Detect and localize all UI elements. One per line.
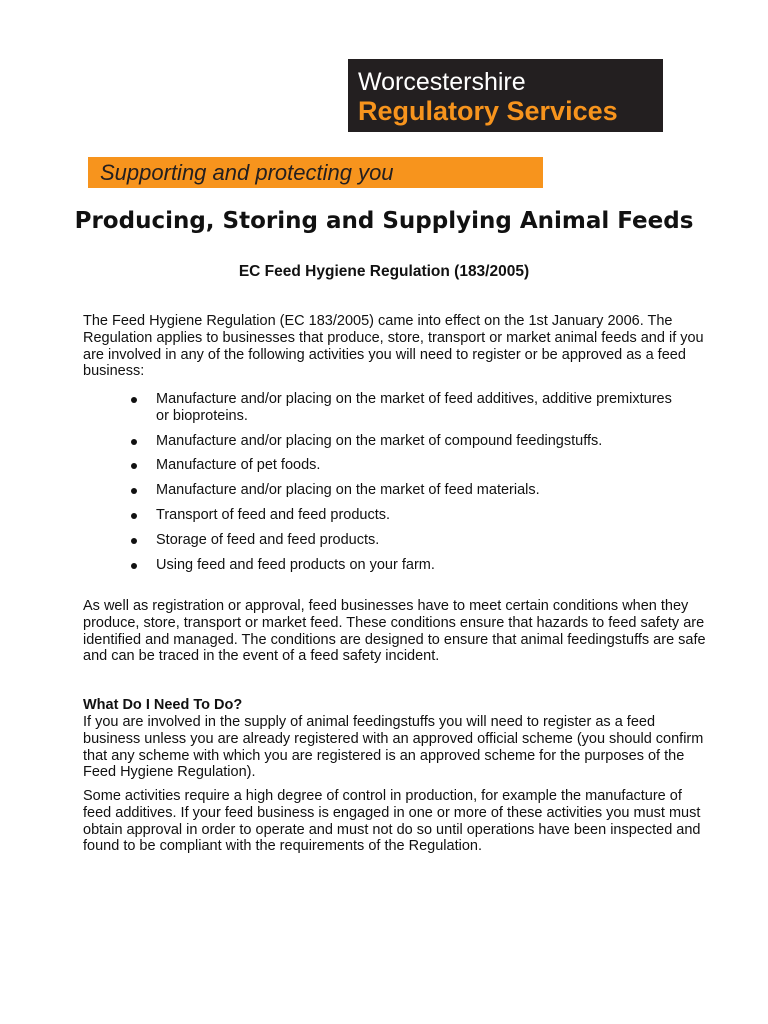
bullet-icon (131, 513, 137, 519)
bullet-icon (131, 563, 137, 569)
list-item-text: Transport of feed and feed products. (156, 506, 391, 523)
org-logo (348, 59, 663, 132)
list-item-text: Storage of feed and feed products. (156, 531, 380, 548)
document-subtitle: EC Feed Hygiene Regulation (183/2005) (238, 263, 530, 280)
list-item (128, 482, 688, 499)
list-item (128, 457, 688, 474)
approval-paragraph: Some activities require a high degree of control in production, for example the manufacture of feed additives. If your feed business is engaged in one or more of these activities you must must obtain approval in order to operate and must not do so until operations have been inspected and found to be compliant with the requirements of the Regulation. (83, 788, 701, 855)
list-item (128, 433, 688, 450)
bullet-icon (131, 538, 137, 544)
list-item (128, 557, 688, 574)
registration-paragraph: If you are involved in the supply of animal feedingstuffs you will need to register as a feed business unless you are already registered with an approved official scheme (you should confirm that any scheme with which you are registered is an approved scheme for the purposes of the Feed Hygiene Regulation). (83, 714, 704, 781)
bullet-icon (131, 463, 137, 469)
intro-paragraph: The Feed Hygiene Regulation (EC 183/2005) came into effect on the 1st January 2006. The Regulation applies to businesses that produce, store, transport or market animal feeds and if you are involved in any of the following activities you will need to register or be approved as a feed business: (83, 313, 704, 380)
bullet-icon (131, 488, 137, 494)
list-item-text: Manufacture of pet foods. (156, 457, 321, 474)
what-do-i-need-heading: What Do I Need To Do? (83, 697, 243, 713)
list-item-text: Manufacture and/or placing on the market of compound feedingstuffs. (156, 432, 603, 449)
list-item (128, 532, 688, 549)
tagline-banner: Supporting and protecting you (88, 157, 543, 188)
list-item-text: Using feed and feed products on your farm. (156, 556, 435, 573)
logo-line-1: Worcestershire (358, 68, 526, 96)
list-item-text: Manufacture and/or placing on the market of feed materials. (156, 482, 540, 499)
logo-line-2: Regulatory Services (358, 96, 618, 126)
list-item (128, 507, 688, 524)
list-item (128, 391, 688, 425)
conditions-paragraph: As well as registration or approval, feed businesses have to meet certain conditions when they produce, store, transport or market feed. These conditions ensure that hazards to feed safety are identified and managed. The conditions are designed to ensure that animal feedingstuffs are safe and can be traced in the event of a feed safety incident. (83, 598, 706, 665)
list-item-text: Manufacture and/or placing on the market of feed additives, additive premixtures or bioproteins. (156, 391, 672, 424)
bullet-icon (131, 397, 137, 403)
bullet-icon (131, 439, 137, 445)
activities-list (128, 391, 688, 573)
document-title: Producing, Storing and Supplying Animal Feeds (74, 208, 694, 234)
